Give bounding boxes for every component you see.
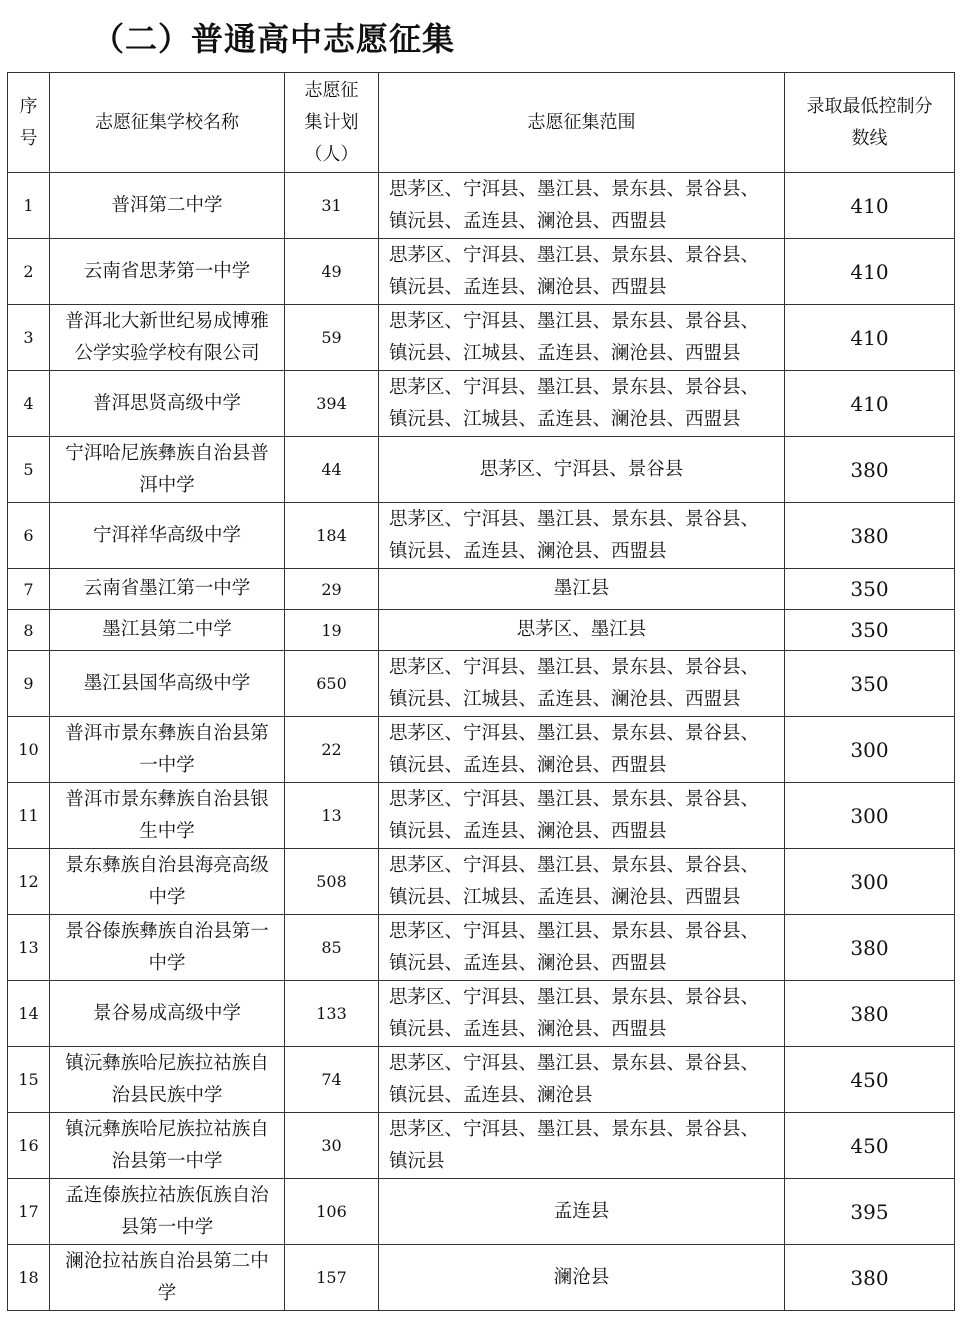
row-seq: 10 bbox=[8, 717, 50, 783]
school-line: 云南省墨江第一中学 bbox=[83, 578, 251, 599]
table-row bbox=[8, 437, 955, 503]
scope-line: 镇沅县、江城县、孟连县、澜沧县、西盟县 bbox=[389, 408, 741, 430]
row-scope bbox=[379, 305, 785, 371]
table-row bbox=[8, 1179, 955, 1245]
row-scope bbox=[379, 915, 785, 981]
row-seq: 9 bbox=[8, 651, 50, 717]
row-score: 410 bbox=[785, 173, 955, 239]
row-scope bbox=[379, 569, 785, 610]
row-plan: 85 bbox=[285, 915, 379, 981]
row-seq: 4 bbox=[8, 371, 50, 437]
school-line: 中学 bbox=[148, 886, 186, 908]
scope-line: 镇沅县 bbox=[389, 1150, 445, 1172]
row-score: 410 bbox=[785, 239, 955, 305]
row-seq: 13 bbox=[8, 915, 50, 981]
row-scope bbox=[379, 610, 785, 651]
school-line: 墨江县国华高级中学 bbox=[83, 672, 251, 694]
scope-line: 镇沅县、孟连县、澜沧县、西盟县 bbox=[389, 820, 667, 842]
row-plan: 31 bbox=[285, 173, 379, 239]
row-school bbox=[50, 915, 285, 981]
row-school bbox=[50, 173, 285, 239]
row-scope bbox=[379, 503, 785, 569]
scope-line: 镇沅县、孟连县、澜沧县、西盟县 bbox=[389, 276, 667, 298]
school-line: 学 bbox=[157, 1282, 177, 1304]
row-school bbox=[50, 503, 285, 569]
school-line: 生中学 bbox=[139, 820, 195, 842]
scope-line: 澜沧县 bbox=[553, 1266, 610, 1288]
admission-table bbox=[7, 72, 955, 1311]
row-scope bbox=[379, 239, 785, 305]
row-plan: 30 bbox=[285, 1113, 379, 1179]
scope-line: 镇沅县、孟连县、澜沧县、西盟县 bbox=[389, 210, 667, 232]
table-row bbox=[8, 783, 955, 849]
school-line: 普洱北大新世纪易成博雅 bbox=[65, 310, 269, 332]
header-plan-line: （人） bbox=[304, 143, 359, 165]
row-plan: 650 bbox=[285, 651, 379, 717]
row-seq: 2 bbox=[8, 239, 50, 305]
row-score: 410 bbox=[785, 305, 955, 371]
school-line: 普洱第二中学 bbox=[111, 194, 223, 216]
row-plan: 394 bbox=[285, 371, 379, 437]
page-title: （二）普通高中志愿征集 bbox=[92, 20, 456, 58]
scope-line: 思茅区、墨江县 bbox=[516, 619, 647, 640]
row-school bbox=[50, 849, 285, 915]
row-school bbox=[50, 569, 285, 610]
row-seq: 5 bbox=[8, 437, 50, 503]
row-seq: 8 bbox=[8, 610, 50, 651]
row-school bbox=[50, 981, 285, 1047]
table-row bbox=[8, 305, 955, 371]
row-plan: 19 bbox=[285, 610, 379, 651]
school-line: 中学 bbox=[148, 952, 186, 974]
row-scope bbox=[379, 173, 785, 239]
school-line: 镇沅彝族哈尼族拉祜族自 bbox=[65, 1052, 269, 1074]
header-plan bbox=[285, 73, 379, 173]
header-score-line: 录取最低控制分 bbox=[806, 95, 933, 117]
row-school bbox=[50, 371, 285, 437]
scope-line: 思茅区、宁洱县、墨江县、景东县、景谷县、 bbox=[389, 986, 760, 1008]
school-line: 普洱市景东彝族自治县银 bbox=[65, 788, 269, 810]
row-plan: 44 bbox=[285, 437, 379, 503]
scope-line: 孟连县 bbox=[553, 1200, 610, 1222]
row-seq: 17 bbox=[8, 1179, 50, 1245]
row-seq: 1 bbox=[8, 173, 50, 239]
row-school bbox=[50, 1047, 285, 1113]
row-school bbox=[50, 610, 285, 651]
scope-line: 思茅区、宁洱县、墨江县、景东县、景谷县、 bbox=[389, 1118, 760, 1140]
school-line: 宁洱哈尼族彝族自治县普 bbox=[65, 442, 269, 464]
school-line: 公学实验学校有限公司 bbox=[74, 342, 260, 364]
row-scope bbox=[379, 1179, 785, 1245]
row-seq: 11 bbox=[8, 783, 50, 849]
table-row bbox=[8, 371, 955, 437]
scope-line: 思茅区、宁洱县、墨江县、景东县、景谷县、 bbox=[389, 244, 760, 266]
table-row bbox=[8, 569, 955, 610]
table-row bbox=[8, 1113, 955, 1179]
row-scope bbox=[379, 437, 785, 503]
row-score: 450 bbox=[785, 1047, 955, 1113]
scope-line: 镇沅县、江城县、孟连县、澜沧县、西盟县 bbox=[389, 688, 741, 710]
scope-line: 镇沅县、江城县、孟连县、澜沧县、西盟县 bbox=[389, 886, 741, 908]
row-scope bbox=[379, 1245, 785, 1311]
header-scope: 志愿征集范围 bbox=[379, 73, 785, 173]
row-scope bbox=[379, 651, 785, 717]
row-score: 300 bbox=[785, 783, 955, 849]
table-row bbox=[8, 239, 955, 305]
scope-line: 思茅区、宁洱县、墨江县、景东县、景谷县、 bbox=[389, 508, 760, 530]
header-school: 志愿征集学校名称 bbox=[50, 73, 285, 173]
scope-line: 镇沅县、孟连县、澜沧县、西盟县 bbox=[389, 754, 667, 776]
row-school bbox=[50, 305, 285, 371]
scope-line: 墨江县 bbox=[553, 578, 610, 599]
row-score: 450 bbox=[785, 1113, 955, 1179]
row-scope bbox=[379, 1047, 785, 1113]
row-school bbox=[50, 651, 285, 717]
row-school bbox=[50, 1245, 285, 1311]
scope-line: 思茅区、宁洱县、墨江县、景东县、景谷县、 bbox=[389, 788, 760, 810]
header-plan-line: 集计划 bbox=[304, 111, 359, 133]
row-scope bbox=[379, 717, 785, 783]
row-school bbox=[50, 717, 285, 783]
scope-line: 思茅区、宁洱县、墨江县、景东县、景谷县、 bbox=[389, 656, 760, 678]
row-school bbox=[50, 1179, 285, 1245]
row-plan: 157 bbox=[285, 1245, 379, 1311]
school-line: 治县第一中学 bbox=[111, 1150, 223, 1172]
row-school bbox=[50, 1113, 285, 1179]
row-score: 350 bbox=[785, 651, 955, 717]
school-line: 治县民族中学 bbox=[111, 1084, 223, 1106]
table-row bbox=[8, 1047, 955, 1113]
table-row bbox=[8, 173, 955, 239]
row-score: 350 bbox=[785, 610, 955, 651]
row-plan: 133 bbox=[285, 981, 379, 1047]
header-plan-line: 志愿征 bbox=[304, 79, 359, 101]
row-seq: 7 bbox=[8, 569, 50, 610]
table-header-row bbox=[8, 73, 955, 173]
table-row bbox=[8, 915, 955, 981]
scope-line: 思茅区、宁洱县、墨江县、景东县、景谷县、 bbox=[389, 722, 760, 744]
school-line: 洱中学 bbox=[139, 474, 195, 496]
table-row bbox=[8, 651, 955, 717]
school-line: 景谷傣族彝族自治县第一 bbox=[65, 920, 269, 942]
school-line: 澜沧拉祜族自治县第二中 bbox=[65, 1250, 269, 1272]
row-score: 395 bbox=[785, 1179, 955, 1245]
school-line: 县第一中学 bbox=[120, 1216, 214, 1238]
row-seq: 6 bbox=[8, 503, 50, 569]
scope-line: 镇沅县、江城县、孟连县、澜沧县、西盟县 bbox=[389, 342, 741, 364]
row-school bbox=[50, 239, 285, 305]
row-score: 380 bbox=[785, 437, 955, 503]
school-line: 普洱市景东彝族自治县第 bbox=[65, 722, 269, 744]
header-seq-line: 序 bbox=[19, 95, 38, 117]
scope-line: 镇沅县、孟连县、澜沧县 bbox=[389, 1084, 593, 1106]
scope-line: 镇沅县、孟连县、澜沧县、西盟县 bbox=[389, 1018, 667, 1040]
row-plan: 106 bbox=[285, 1179, 379, 1245]
row-score: 380 bbox=[785, 915, 955, 981]
scope-line: 镇沅县、孟连县、澜沧县、西盟县 bbox=[389, 540, 667, 562]
table-row bbox=[8, 717, 955, 783]
header-seq bbox=[8, 73, 50, 173]
row-score: 380 bbox=[785, 1245, 955, 1311]
school-line: 一中学 bbox=[139, 754, 195, 776]
row-scope bbox=[379, 1113, 785, 1179]
scope-line: 思茅区、宁洱县、墨江县、景东县、景谷县、 bbox=[389, 310, 760, 332]
row-scope bbox=[379, 981, 785, 1047]
row-plan: 49 bbox=[285, 239, 379, 305]
school-line: 孟连傣族拉祜族佤族自治 bbox=[65, 1184, 269, 1206]
row-school bbox=[50, 783, 285, 849]
school-line: 宁洱祥华高级中学 bbox=[92, 524, 241, 546]
row-score: 300 bbox=[785, 717, 955, 783]
school-line: 镇沅彝族哈尼族拉祜族自 bbox=[65, 1118, 269, 1140]
table-row bbox=[8, 849, 955, 915]
table-row bbox=[8, 610, 955, 651]
row-score: 300 bbox=[785, 849, 955, 915]
row-seq: 15 bbox=[8, 1047, 50, 1113]
row-score: 380 bbox=[785, 503, 955, 569]
row-seq: 16 bbox=[8, 1113, 50, 1179]
header-score bbox=[785, 73, 955, 173]
school-line: 墨江县第二中学 bbox=[102, 619, 232, 640]
row-seq: 14 bbox=[8, 981, 50, 1047]
scope-line: 镇沅县、孟连县、澜沧县、西盟县 bbox=[389, 952, 667, 974]
school-line: 云南省思茅第一中学 bbox=[83, 260, 251, 282]
row-scope bbox=[379, 849, 785, 915]
row-plan: 13 bbox=[285, 783, 379, 849]
row-seq: 3 bbox=[8, 305, 50, 371]
header-score-line: 数线 bbox=[851, 127, 888, 149]
row-seq: 12 bbox=[8, 849, 50, 915]
row-plan: 29 bbox=[285, 569, 379, 610]
school-line: 普洱思贤高级中学 bbox=[92, 392, 241, 414]
scope-line: 思茅区、宁洱县、墨江县、景东县、景谷县、 bbox=[389, 376, 760, 398]
row-scope bbox=[379, 783, 785, 849]
scope-line: 思茅区、宁洱县、景谷县 bbox=[479, 458, 684, 480]
school-line: 景谷易成高级中学 bbox=[92, 1002, 241, 1024]
row-plan: 74 bbox=[285, 1047, 379, 1113]
row-plan: 22 bbox=[285, 717, 379, 783]
row-plan: 184 bbox=[285, 503, 379, 569]
scope-line: 思茅区、宁洱县、墨江县、景东县、景谷县、 bbox=[389, 178, 760, 200]
table-row bbox=[8, 981, 955, 1047]
row-scope bbox=[379, 371, 785, 437]
row-score: 380 bbox=[785, 981, 955, 1047]
row-score: 350 bbox=[785, 569, 955, 610]
row-score: 410 bbox=[785, 371, 955, 437]
table-row bbox=[8, 503, 955, 569]
table-row bbox=[8, 1245, 955, 1311]
scope-line: 思茅区、宁洱县、墨江县、景东县、景谷县、 bbox=[389, 920, 760, 942]
scope-line: 思茅区、宁洱县、墨江县、景东县、景谷县、 bbox=[389, 1052, 760, 1074]
row-plan: 508 bbox=[285, 849, 379, 915]
school-line: 景东彝族自治县海亮高级 bbox=[65, 854, 269, 876]
row-seq: 18 bbox=[8, 1245, 50, 1311]
header-seq-line: 号 bbox=[19, 127, 38, 149]
row-plan: 59 bbox=[285, 305, 379, 371]
scope-line: 思茅区、宁洱县、墨江县、景东县、景谷县、 bbox=[389, 854, 760, 876]
row-school bbox=[50, 437, 285, 503]
